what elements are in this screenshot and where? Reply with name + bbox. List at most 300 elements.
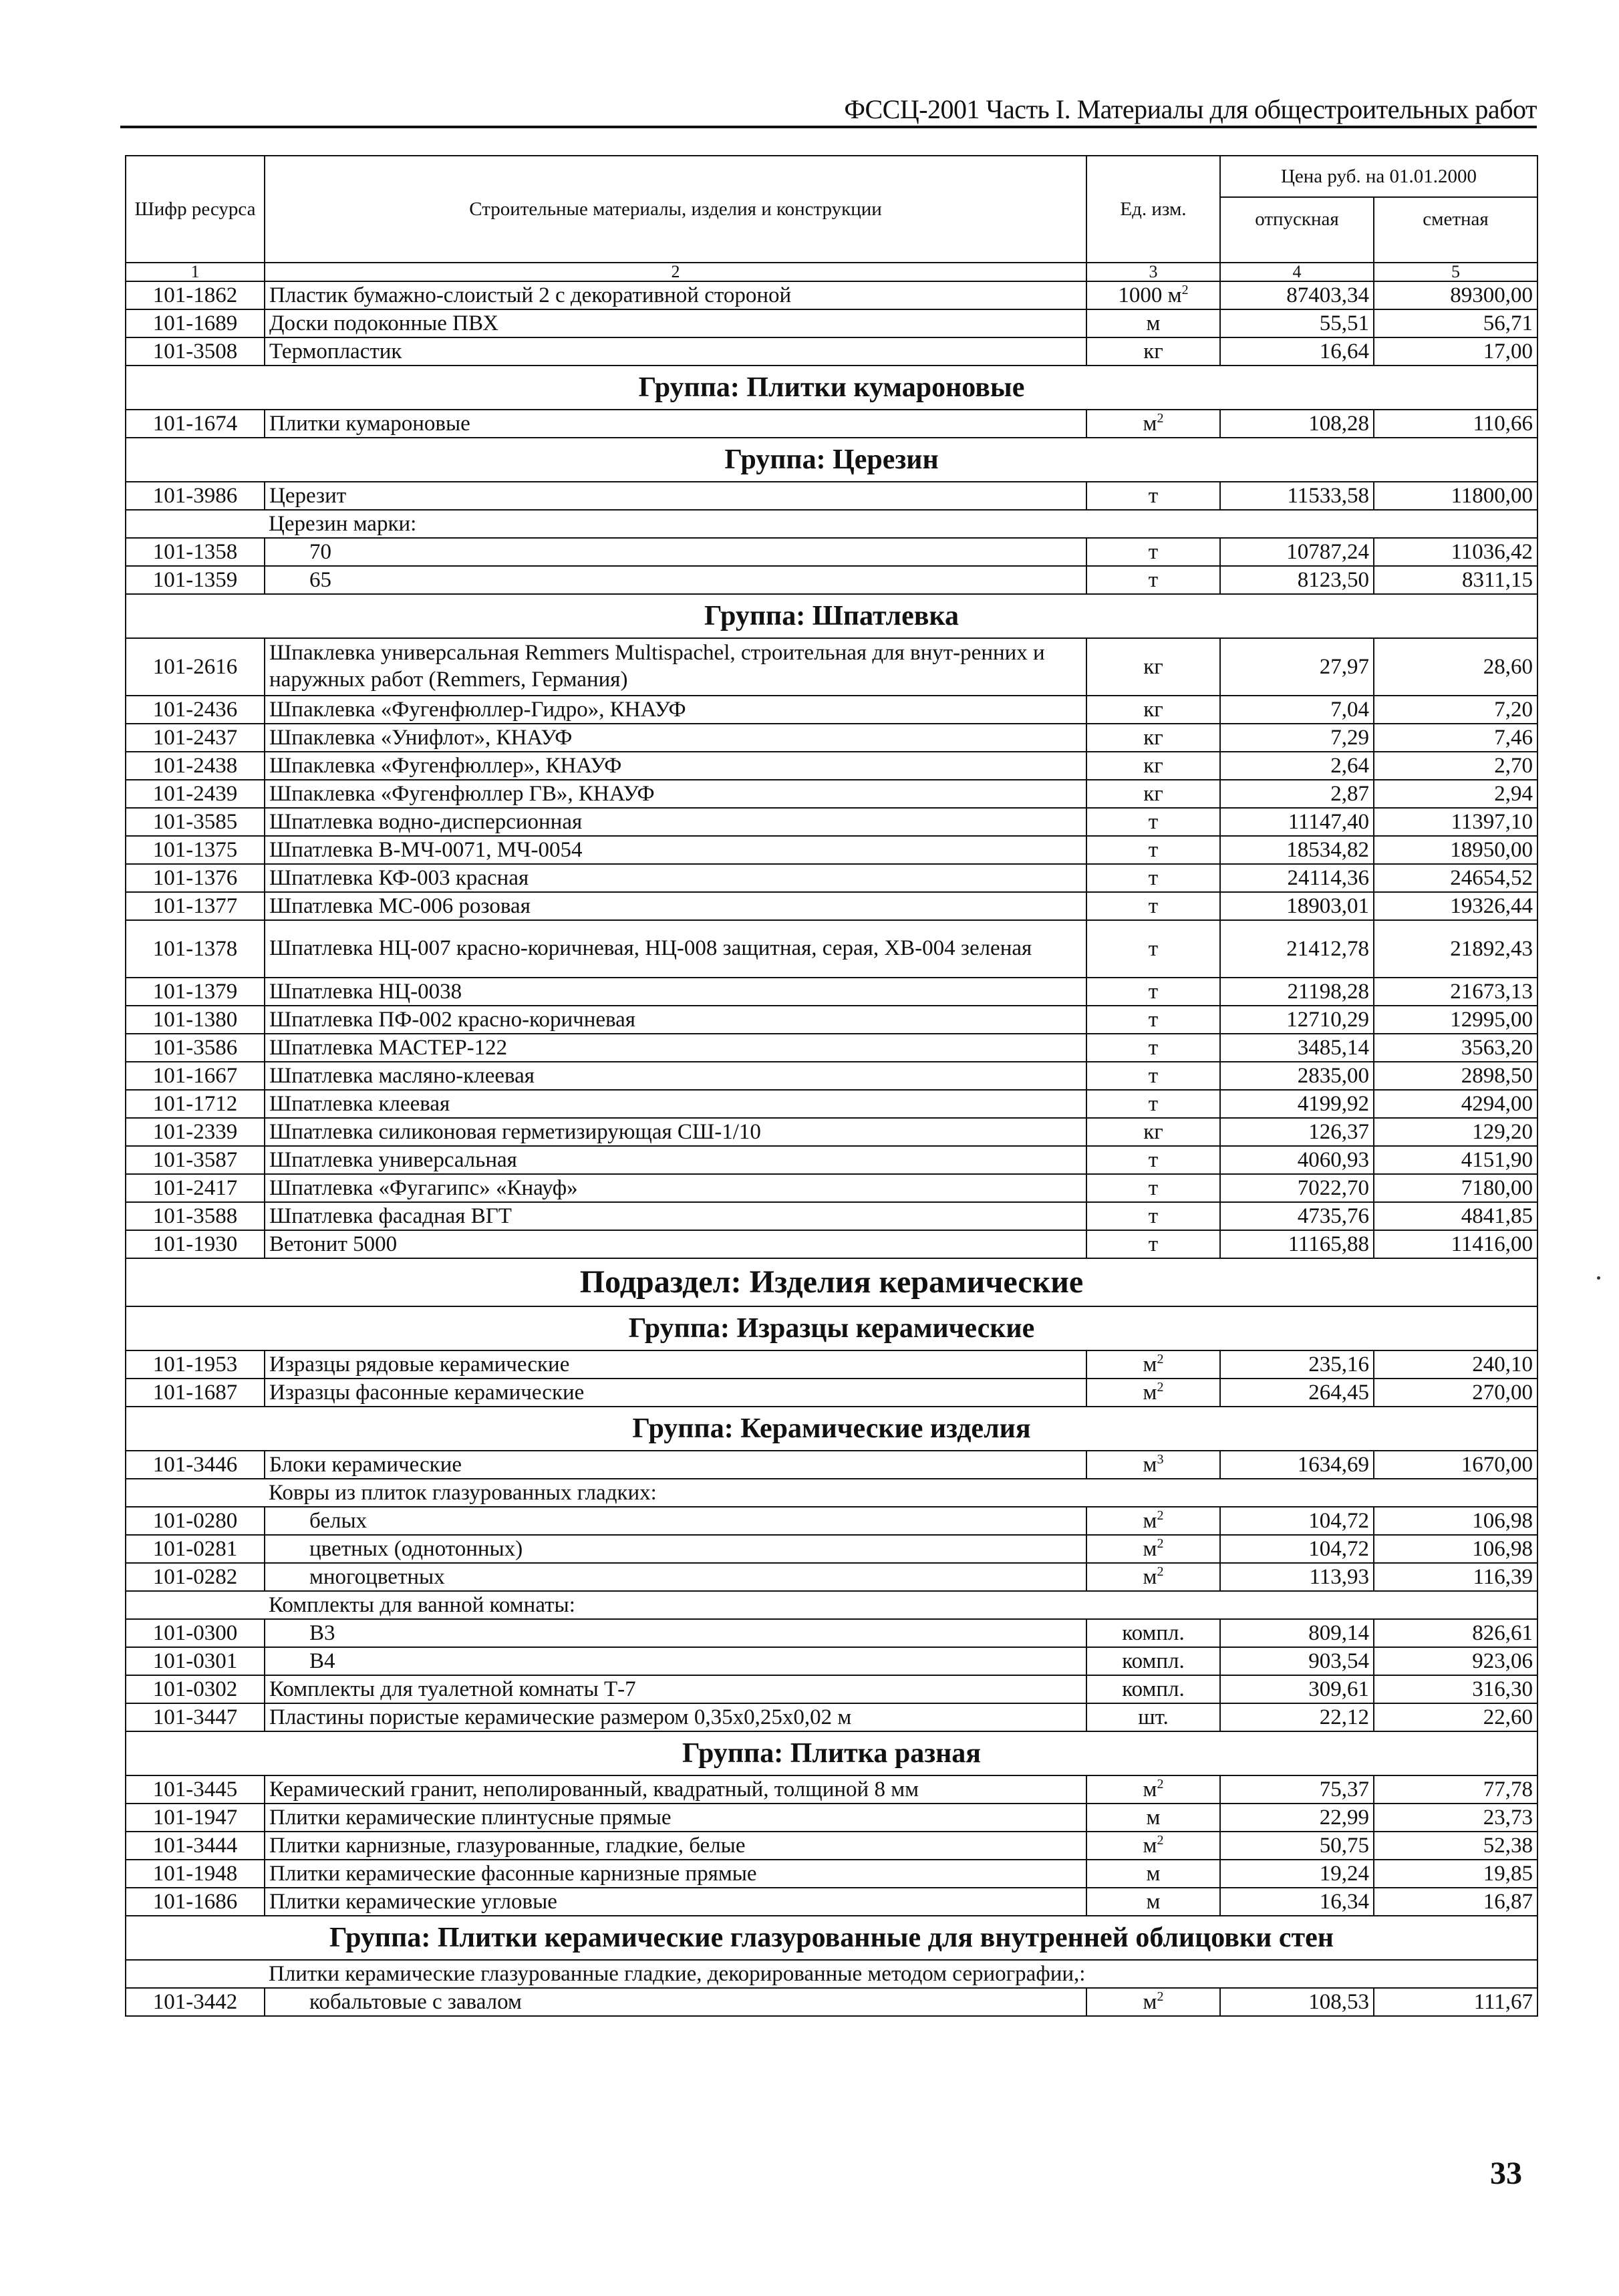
estimate-price: 2,70 — [1374, 752, 1537, 780]
unit-of-measure — [1086, 892, 1220, 920]
resource-code: 101-1947 — [126, 1804, 265, 1832]
material-name — [265, 1350, 1086, 1379]
release-price: 2,64 — [1220, 752, 1374, 780]
estimate-price: 110,66 — [1374, 410, 1537, 438]
group-heading-row — [126, 1731, 1537, 1775]
resource-code: 101-3986 — [126, 482, 265, 510]
resource-code: 101-3442 — [126, 1988, 265, 2016]
resource-code: 101-1380 — [126, 1006, 265, 1034]
unit-of-measure — [1086, 1888, 1220, 1916]
unit-of-measure — [1086, 808, 1220, 836]
table-row — [126, 724, 1537, 752]
table-row — [126, 836, 1537, 864]
unit-text: м — [1143, 1452, 1157, 1477]
group-heading-row — [126, 594, 1537, 638]
release-price: 16,34 — [1220, 1888, 1374, 1916]
unit-of-measure — [1086, 281, 1220, 309]
material-name-text: Керамический гранит, неполированный, квадратный, толщиной 8 мм — [269, 1777, 919, 1802]
header-rule — [120, 126, 1537, 128]
unit-of-measure — [1086, 780, 1220, 808]
subheading-spacer — [126, 1591, 265, 1619]
estimate-price: 316,30 — [1374, 1675, 1537, 1703]
resource-code: 101-2439 — [126, 780, 265, 808]
material-name — [265, 1006, 1086, 1034]
material-name-text: Шпаклевка «Фугенфюллер-Гидро», КНАУФ — [269, 697, 686, 722]
material-name — [265, 1118, 1086, 1146]
resource-code: 101-1377 — [126, 892, 265, 920]
material-name — [265, 1090, 1086, 1118]
header-price-group: Цена руб. на 01.01.2000 — [1220, 156, 1537, 197]
group-title: Группа: Церезин — [126, 438, 1537, 482]
material-name — [265, 309, 1086, 337]
unit-text: м — [1143, 1536, 1157, 1561]
unit-text: м — [1146, 1889, 1161, 1914]
unit-of-measure — [1086, 1804, 1220, 1832]
material-name — [265, 836, 1086, 864]
unit-text: м — [1143, 1380, 1157, 1405]
table-row — [126, 1350, 1537, 1379]
material-name-text: Шпатлевка В-МЧ-0071, МЧ-0054 — [269, 837, 583, 862]
material-name-text: Церезит — [269, 483, 347, 508]
material-name — [265, 1146, 1086, 1174]
estimate-price: 923,06 — [1374, 1647, 1537, 1675]
unit-text: т — [1148, 979, 1159, 1004]
unit-of-measure — [1086, 978, 1220, 1006]
resource-code: 101-1375 — [126, 836, 265, 864]
resource-code: 101-1376 — [126, 864, 265, 892]
resource-code: 101-1358 — [126, 538, 265, 566]
material-name — [265, 538, 1086, 566]
release-price: 1634,69 — [1220, 1451, 1374, 1479]
unit-text: м — [1143, 411, 1157, 436]
resource-code: 101-1379 — [126, 978, 265, 1006]
release-price: 19,24 — [1220, 1860, 1374, 1888]
material-name-text: Доски подоконные ПВХ — [269, 311, 499, 335]
unit-of-measure — [1086, 724, 1220, 752]
header-unit: Ед. изм. — [1086, 156, 1220, 263]
estimate-price: 4841,85 — [1374, 1202, 1537, 1230]
material-name-text: Шпатлевка МС-006 розовая — [269, 893, 531, 918]
resource-code: 101-3587 — [126, 1146, 265, 1174]
release-price: 16,64 — [1220, 337, 1374, 366]
table-row — [126, 1062, 1537, 1090]
material-name-text: Шпатлевка силиконовая герметизирующая СШ-1/10 — [269, 1119, 761, 1144]
table-row — [126, 1535, 1537, 1563]
subheading-label: Церезин марки: — [265, 510, 1537, 538]
unit-of-measure — [1086, 1619, 1220, 1647]
resource-code: 101-3585 — [126, 808, 265, 836]
resource-code: 101-3588 — [126, 1202, 265, 1230]
material-name — [265, 482, 1086, 510]
column-number: 1 — [126, 263, 265, 281]
material-name — [265, 1619, 1086, 1647]
estimate-price: 21673,13 — [1374, 978, 1537, 1006]
page-number: 33 — [1490, 2156, 1522, 2191]
unit-of-measure — [1086, 1034, 1220, 1062]
table-row — [126, 1174, 1537, 1202]
release-price: 4060,93 — [1220, 1146, 1374, 1174]
table-row — [126, 1146, 1537, 1174]
estimate-price: 89300,00 — [1374, 281, 1537, 309]
group-title: Группа: Изразцы керамические — [126, 1306, 1537, 1350]
estimate-price: 16,87 — [1374, 1888, 1537, 1916]
release-price: 126,37 — [1220, 1118, 1374, 1146]
unit-text: т — [1148, 539, 1159, 564]
resource-code: 101-0281 — [126, 1535, 265, 1563]
estimate-price: 106,98 — [1374, 1507, 1537, 1535]
unit-of-measure — [1086, 410, 1220, 438]
resource-code: 101-3586 — [126, 1034, 265, 1062]
unit-text: т — [1148, 865, 1159, 890]
estimate-price: 11416,00 — [1374, 1230, 1537, 1258]
table-row — [126, 1006, 1537, 1034]
unit-text: кг — [1143, 753, 1163, 778]
group-title: Группа: Плитки кумароновые — [126, 366, 1537, 410]
unit-of-measure — [1086, 1563, 1220, 1591]
unit-text: м — [1143, 1508, 1157, 1533]
unit-text: т — [1148, 483, 1159, 508]
material-name — [265, 1832, 1086, 1860]
unit-text: т — [1148, 809, 1159, 834]
resource-code: 101-1862 — [126, 281, 265, 309]
resource-code: 101-1930 — [126, 1230, 265, 1258]
resource-code: 101-1948 — [126, 1860, 265, 1888]
unit-of-measure — [1086, 696, 1220, 724]
table-row — [126, 1832, 1537, 1860]
material-name-text: Комплекты для туалетной комнаты Т-7 — [269, 1677, 636, 1701]
material-name-text: Плитки карнизные, глазурованные, гладкие, белые — [269, 1833, 746, 1858]
material-name — [265, 1988, 1086, 2016]
resource-code: 101-0301 — [126, 1647, 265, 1675]
table-row — [126, 1804, 1537, 1832]
material-name-text: Блоки керамические — [269, 1452, 462, 1477]
unit-text: т — [1148, 1007, 1159, 1032]
section-title: Подраздел: Изделия керамические — [126, 1258, 1537, 1306]
group-heading-row — [126, 366, 1537, 410]
header-release-price: отпускная — [1220, 197, 1374, 263]
resource-code: 101-3446 — [126, 1451, 265, 1479]
unit-text: кг — [1143, 697, 1163, 722]
material-name — [265, 1888, 1086, 1916]
material-name-text: 70 — [309, 539, 331, 564]
table-row — [126, 920, 1537, 978]
subheading-spacer — [126, 1479, 265, 1507]
estimate-price: 77,78 — [1374, 1775, 1537, 1804]
group-title: Группа: Шпатлевка — [126, 594, 1537, 638]
unit-exponent: 2 — [1157, 1536, 1164, 1551]
material-name-text: Плитки кумароновые — [269, 411, 470, 436]
material-name — [265, 1451, 1086, 1479]
unit-exponent: 2 — [1157, 1508, 1164, 1523]
release-price: 8123,50 — [1220, 566, 1374, 594]
unit-text: компл. — [1122, 1677, 1185, 1701]
material-name — [265, 864, 1086, 892]
material-name-text: Пластик бумажно-слоистый 2 с декоративной стороной — [269, 283, 792, 307]
estimate-price: 7,46 — [1374, 724, 1537, 752]
table-row — [126, 1619, 1537, 1647]
resource-code: 101-1689 — [126, 309, 265, 337]
column-number: 2 — [265, 263, 1086, 281]
unit-text: т — [1148, 1091, 1159, 1116]
column-number: 3 — [1086, 263, 1220, 281]
unit-text: шт. — [1138, 1705, 1169, 1729]
unit-text: т — [1148, 1035, 1159, 1060]
release-price: 108,28 — [1220, 410, 1374, 438]
unit-of-measure — [1086, 1202, 1220, 1230]
material-name — [265, 1202, 1086, 1230]
material-name — [265, 1379, 1086, 1407]
estimate-price: 24654,52 — [1374, 864, 1537, 892]
column-number: 5 — [1374, 263, 1537, 281]
unit-text: т — [1148, 1147, 1159, 1172]
scan-speck — [1597, 1276, 1600, 1280]
unit-text: компл. — [1122, 1620, 1185, 1645]
release-price: 108,53 — [1220, 1988, 1374, 2016]
resource-code: 101-1953 — [126, 1350, 265, 1379]
table-row — [126, 1888, 1537, 1916]
estimate-price: 23,73 — [1374, 1804, 1537, 1832]
release-price: 22,12 — [1220, 1703, 1374, 1731]
table-row — [126, 1647, 1537, 1675]
unit-text: т — [1148, 1232, 1159, 1256]
release-price: 3485,14 — [1220, 1034, 1374, 1062]
unit-text: м — [1146, 1805, 1161, 1830]
material-name — [265, 892, 1086, 920]
table-row — [126, 1563, 1537, 1591]
unit-exponent: 2 — [1157, 410, 1164, 426]
material-name-text: Шпатлевка водно-дисперсионная — [269, 809, 583, 834]
release-price: 21198,28 — [1220, 978, 1374, 1006]
unit-of-measure — [1086, 1647, 1220, 1675]
table-row — [126, 1988, 1537, 2016]
unit-text: м — [1143, 1777, 1157, 1802]
unit-of-measure — [1086, 337, 1220, 366]
material-name — [265, 780, 1086, 808]
unit-of-measure — [1086, 482, 1220, 510]
estimate-price: 17,00 — [1374, 337, 1537, 366]
estimate-price: 11800,00 — [1374, 482, 1537, 510]
estimate-price: 11036,42 — [1374, 538, 1537, 566]
unit-text: кг — [1143, 339, 1163, 364]
resource-code: 101-2339 — [126, 1118, 265, 1146]
release-price: 7,29 — [1220, 724, 1374, 752]
release-price: 12710,29 — [1220, 1006, 1374, 1034]
unit-of-measure — [1086, 836, 1220, 864]
material-name-text: Шпатлевка «Фугагипс» «Кнауф» — [269, 1175, 578, 1200]
release-price: 75,37 — [1220, 1775, 1374, 1804]
material-name-text: Шпатлевка фасадная ВГТ — [269, 1203, 512, 1228]
table-row — [126, 1034, 1537, 1062]
material-name-text: В4 — [309, 1648, 335, 1673]
estimate-price: 240,10 — [1374, 1350, 1537, 1379]
resource-code: 101-3447 — [126, 1703, 265, 1731]
estimate-price: 129,20 — [1374, 1118, 1537, 1146]
material-name — [265, 281, 1086, 309]
estimate-price: 12995,00 — [1374, 1006, 1537, 1034]
release-price: 11533,58 — [1220, 482, 1374, 510]
release-price: 2835,00 — [1220, 1062, 1374, 1090]
table-row — [126, 281, 1537, 309]
unit-exponent: 2 — [1157, 1989, 1164, 2004]
material-name-text: Плитки керамические угловые — [269, 1889, 557, 1914]
unit-text: кг — [1143, 725, 1163, 750]
table-row — [126, 978, 1537, 1006]
table-row — [126, 1230, 1537, 1258]
subheading-label: Ковры из плиток глазурованных гладких: — [265, 1479, 1537, 1507]
release-price: 11165,88 — [1220, 1230, 1374, 1258]
unit-text: м — [1143, 1564, 1157, 1589]
release-price: 264,45 — [1220, 1379, 1374, 1407]
unit-text: м — [1143, 1989, 1157, 2014]
unit-exponent: 2 — [1157, 1832, 1164, 1848]
release-price: 50,75 — [1220, 1832, 1374, 1860]
unit-text: 1000 м — [1118, 283, 1182, 307]
unit-text: м — [1146, 1861, 1161, 1886]
table-row — [126, 780, 1537, 808]
release-price: 22,99 — [1220, 1804, 1374, 1832]
unit-exponent: 3 — [1157, 1451, 1164, 1467]
material-name — [265, 1535, 1086, 1563]
resource-code: 101-2438 — [126, 752, 265, 780]
estimate-price: 8311,15 — [1374, 566, 1537, 594]
table-row — [126, 1202, 1537, 1230]
material-name — [265, 920, 1086, 978]
table-row — [126, 1703, 1537, 1731]
unit-text: т — [1148, 893, 1159, 918]
resource-code: 101-0302 — [126, 1675, 265, 1703]
unit-of-measure — [1086, 1832, 1220, 1860]
material-name — [265, 337, 1086, 366]
group-title: Группа: Плитки керамические глазурованные для внутренней облицовки стен — [126, 1916, 1537, 1960]
subheading-label: Комплекты для ванной комнаты: — [265, 1591, 1537, 1619]
resource-code: 101-3444 — [126, 1832, 265, 1860]
release-price: 21412,78 — [1220, 920, 1374, 978]
resource-code: 101-2417 — [126, 1174, 265, 1202]
group-heading-row — [126, 1306, 1537, 1350]
unit-of-measure — [1086, 1507, 1220, 1535]
estimate-price: 2,94 — [1374, 780, 1537, 808]
material-name-text: Шпатлевка КФ-003 красная — [269, 865, 529, 890]
release-price: 7022,70 — [1220, 1174, 1374, 1202]
estimate-price: 106,98 — [1374, 1535, 1537, 1563]
unit-text: т — [1148, 1203, 1159, 1228]
group-title: Группа: Керамические изделия — [126, 1407, 1537, 1451]
material-name — [265, 1062, 1086, 1090]
unit-of-measure — [1086, 920, 1220, 978]
unit-exponent: 2 — [1157, 1564, 1164, 1579]
estimate-price: 7,20 — [1374, 696, 1537, 724]
material-name — [265, 1804, 1086, 1832]
resource-code: 101-0282 — [126, 1563, 265, 1591]
unit-exponent: 2 — [1157, 1776, 1164, 1791]
resource-code: 101-2436 — [126, 696, 265, 724]
subheading-label: Плитки керамические глазурованные гладкие, декорированные методом сериографии,: — [265, 1960, 1537, 1988]
material-name-text: Пластины пористые керамические размером 0,35х0,25х0,02 м — [269, 1705, 852, 1729]
table-row — [126, 696, 1537, 724]
subheading-spacer — [126, 510, 265, 538]
unit-text: компл. — [1122, 1648, 1185, 1673]
unit-exponent: 2 — [1181, 282, 1189, 297]
material-name-text: Шпаклевка универсальная Remmers Multispachel, строительная для внут-ренних и наружных работ (Remmers, Германия) — [269, 641, 1045, 692]
unit-of-measure — [1086, 1174, 1220, 1202]
material-name-text: Изразцы фасонные керамические — [269, 1380, 585, 1405]
group-heading-row — [126, 438, 1537, 482]
unit-of-measure — [1086, 1451, 1220, 1479]
resource-code: 101-1712 — [126, 1090, 265, 1118]
unit-of-measure — [1086, 538, 1220, 566]
release-price: 113,93 — [1220, 1563, 1374, 1591]
unit-of-measure — [1086, 566, 1220, 594]
table-row — [126, 892, 1537, 920]
unit-text: кг — [1143, 654, 1163, 679]
material-name-text: Плитки керамические фасонные карнизные прямые — [269, 1861, 757, 1886]
unit-of-measure — [1086, 638, 1220, 696]
material-name — [265, 1230, 1086, 1258]
table-row — [126, 1379, 1537, 1407]
group-heading-row — [126, 1407, 1537, 1451]
material-name-text: В3 — [309, 1620, 335, 1645]
table-row — [126, 566, 1537, 594]
material-name — [265, 1647, 1086, 1675]
estimate-price: 19,85 — [1374, 1860, 1537, 1888]
release-price: 7,04 — [1220, 696, 1374, 724]
unit-of-measure — [1086, 1860, 1220, 1888]
resource-code: 101-2437 — [126, 724, 265, 752]
resource-code: 101-1674 — [126, 410, 265, 438]
material-name-text: кобальтовые с завалом — [309, 1989, 522, 2014]
subheading-row — [126, 1591, 1537, 1619]
estimate-price: 111,67 — [1374, 1988, 1537, 2016]
release-price: 309,61 — [1220, 1675, 1374, 1703]
table-row — [126, 1860, 1537, 1888]
unit-of-measure — [1086, 1230, 1220, 1258]
estimate-price: 3563,20 — [1374, 1034, 1537, 1062]
table-row — [126, 752, 1537, 780]
release-price: 55,51 — [1220, 309, 1374, 337]
unit-of-measure — [1086, 1146, 1220, 1174]
material-name-text: Шпатлевка универсальная — [269, 1147, 517, 1172]
estimate-price: 28,60 — [1374, 638, 1537, 696]
unit-of-measure — [1086, 1350, 1220, 1379]
running-head: ФССЦ-2001 Часть I. Материалы для общестроительных работ — [844, 94, 1537, 124]
material-name-text: 65 — [309, 567, 331, 592]
material-name — [265, 696, 1086, 724]
estimate-price: 4294,00 — [1374, 1090, 1537, 1118]
section-heading-row — [126, 1258, 1537, 1306]
unit-of-measure — [1086, 1062, 1220, 1090]
material-name-text: Изразцы рядовые керамические — [269, 1352, 570, 1377]
material-name-text: Шпаклевка «Унифлот», КНАУФ — [269, 725, 573, 750]
material-name — [265, 638, 1086, 696]
unit-of-measure — [1086, 1775, 1220, 1804]
unit-exponent: 2 — [1157, 1351, 1164, 1367]
release-price: 4199,92 — [1220, 1090, 1374, 1118]
table-body — [126, 281, 1537, 2016]
material-name-text: Шпатлевка НЦ-0038 — [269, 979, 462, 1004]
material-name — [265, 808, 1086, 836]
unit-of-measure — [1086, 752, 1220, 780]
estimate-price: 7180,00 — [1374, 1174, 1537, 1202]
resource-code: 101-0280 — [126, 1507, 265, 1535]
unit-of-measure — [1086, 1988, 1220, 2016]
material-name-text: Плитки керамические плинтусные прямые — [269, 1805, 672, 1830]
release-price: 18534,82 — [1220, 836, 1374, 864]
material-name-text: белых — [309, 1508, 367, 1533]
material-name — [265, 1563, 1086, 1591]
release-price: 809,14 — [1220, 1619, 1374, 1647]
material-name-text: Шпатлевка клеевая — [269, 1091, 450, 1116]
resource-code: 101-0300 — [126, 1619, 265, 1647]
